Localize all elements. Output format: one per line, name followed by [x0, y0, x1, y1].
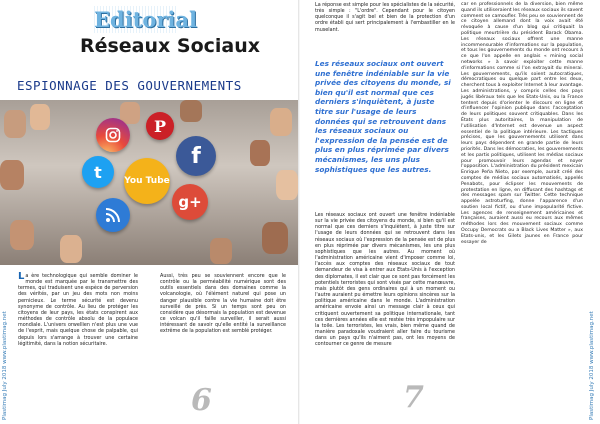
- twitter-icon: t: [82, 156, 114, 188]
- editorial-banner: Editorial: [94, 7, 198, 32]
- right-column-1-top: [315, 2, 455, 33]
- google-plus-icon: g+: [172, 184, 208, 220]
- left-column-1: [18, 273, 138, 347]
- page-number-right: 7: [403, 380, 424, 415]
- side-caption-right: Plastimag July 2018 www.plastimag.net: [589, 311, 595, 420]
- youtube-icon: You Tube: [124, 158, 170, 204]
- dropcap: L: [18, 271, 25, 282]
- right-column-2: [461, 2, 583, 245]
- subheadline: ESPIONNAGE DES GOUVERNEMENTS: [17, 78, 242, 93]
- social-media-photo: [0, 100, 300, 265]
- right-column-1-bottom: [315, 212, 455, 347]
- pinterest-icon: P: [146, 112, 174, 140]
- headline: Réseaux Sociaux: [79, 35, 261, 57]
- right-column-1-top-text: La réponse est simple pour les spécialistes de la sécurité, très simple : "L'ordre". Cependant pour le citoyen quelconque il s'agit bel et bien de la protection d'un ordre établi qui sert principalement à l'embastiller en le muselant.: [315, 2, 455, 33]
- right-page: [300, 0, 600, 424]
- left-column-2: [160, 273, 286, 335]
- right-column-1-bottom-text: Les réseaux sociaux ont ouvert une fenêtre indéniable sur la vie privée des citoyens du monde, si bien qu'il est normal que ces derniers s'inquiètent, à juste titre sur l'usage de leurs données qui se retrouvent dans les réseaux sociaux où l'expression de la pensée est de plus en plus réprimée par divers mécanismes, les uns plus sophistiques que les autres. Au moment où l'administration américaine vient d'imposer comme loi, l'accès aux comptes des réseaux sociaux de tout demandeur de visa à entrer aux Etats-Unis à l'exception des diplomates, il est clair que ce sont pas forcément les potentiels terroristes qui sont visés par cette manœuvre, mais plutôt des gens ordinaires qui à un moment ou l'autre auraient pu émettre leurs opinions sincères sur la politique américaine dans le monde. L'administration américaine envoie ainsi un message clair à ceux qui critiquent ouvertement sa politique internationale, tant ces dernières années elle est restée très impopulaire sur la toile. Les terroristes, les vrais, bien même quand de manière paradoxale voudraient aller faire du tourisme dans un pays qu'ils n'aiment pas, ont les moyens de contourner ce genre de mesure: [315, 212, 455, 348]
- side-caption: Plastimag July 2018 www.plastimag.net: [2, 311, 8, 420]
- left-column-2-text: Aussi, très peu se souviennent encore que le contrôle ou la perméabilité numérique sont des outils essentiels dans des domaines comme la volcanologie, où l'élément naturel qui pose un danger plausible contre la vie humaine doit être surveillé de près. Si un temps sont peu on considère que désormais la population est devenue ce volcan qu'il faille surveiller, il serait aussi intéressant de savoir qu'elle entité la surveillance extrême de la population est semblé protéger.: [160, 273, 286, 335]
- page-number-left: 6: [191, 383, 212, 418]
- rss-icon: [96, 198, 130, 232]
- left-column-1-text: a ère technologique qui semble dominer le monde est marquée par le transmettre des termes, qui traduisent une espèce de perversion des vérités, par un jeu des mots non moins pernicieux. Le terme sécurité est devenu synonyme de contrôle. Au lieu de protéger les citoyens de leur pays, les états conspirent aux méthodes de contrôle absolu de la populace mondiale. L'univers orwellien n'est plus une vue de l'esprit, mais quelque chose de palpable, qui depuis lors s'arrange à trouver une certaine légitimité, dans la notion sécuritaire.: [18, 273, 138, 347]
- pull-quote: Les réseaux sociaux ont ouvert une fenêtre indéniable sur la vie privée des citoyens du monde, si bien qu'il est normal que ces derniers s'inquiètent, à juste titre sur l'usage de leurs données qui se retrouvent dans les réseaux sociaux ou l'expression de la pensée est de plus en plus réprimée par divers mécanismes, les uns plus sophistiques que les autres.: [315, 59, 451, 174]
- right-column-2-text: car en professionnels de la diversion, bien même quand ils utiliseraient les réseaux sociaux ils savent comment se camoufler. Très peu se souviennent de ce citoyen allemand dont la voix avait été révoquée à cause d'un blog qui critiquait la politique meurtrière du président Barack Obama. Les réseaux sociaux offrent une manne incommensurable d'informations sur la population, et tous les gouvernements du monde ont recours à ce que l'on appelle en anglais « mining social networks » à savoir exploiter cette manne d'informations comme si l'on extrayait du minerai. Les gouvernements, qu'ils soient autocratiques, démocratiques ou quelque part entre les deux, cherchent tous à exploiter Internet à leur avantage. Les administrations, y compris celles des pays jugés libéraux tels que les Etats-Unis, ou la France tentent depuis d'orienter le discours en ligne et d'influencer l'opinion publique dans l'acceptation de leurs politiques souvent critiquables. Dans les États plus autoritaires, la manipulation de l'utilisation d'Internet est devenue un aspect essentiel de la politique intérieure. Les tactiques précises, que les gouvernements utilisent dans leurs pays dépendent en grande partie de leurs priorités. Dans les démocraties, les gouvernements et les partis politiques, utilisent les médias sociaux pour promouvoir leurs agendas et noyer l'opposition. L'administration du président mexicain Enrique Peña Nieto, par exemple, aurait créé des comptes de médias sociaux automatisés, appelés Penabots, pour éclipser les mouvements de protestation en ligne, en diffusant des hashtags et des messages spam sur Twitter. Cette technique appelée astroturfing, donne l'apparence d'un soutien local fictif, ou d'une impopularité fictive. Les agences de renseignement américaines et françaises, auraient aussi eu recours aux mêmes méthodes lors des mouvement sociaux comme Occupy Democrats ou a Black Lives Matter », aux Etats-unis, et les Gilets jaunes en France pour essayer de: [461, 2, 583, 245]
- facebook-icon: f: [176, 136, 216, 176]
- instagram-icon: [96, 118, 130, 152]
